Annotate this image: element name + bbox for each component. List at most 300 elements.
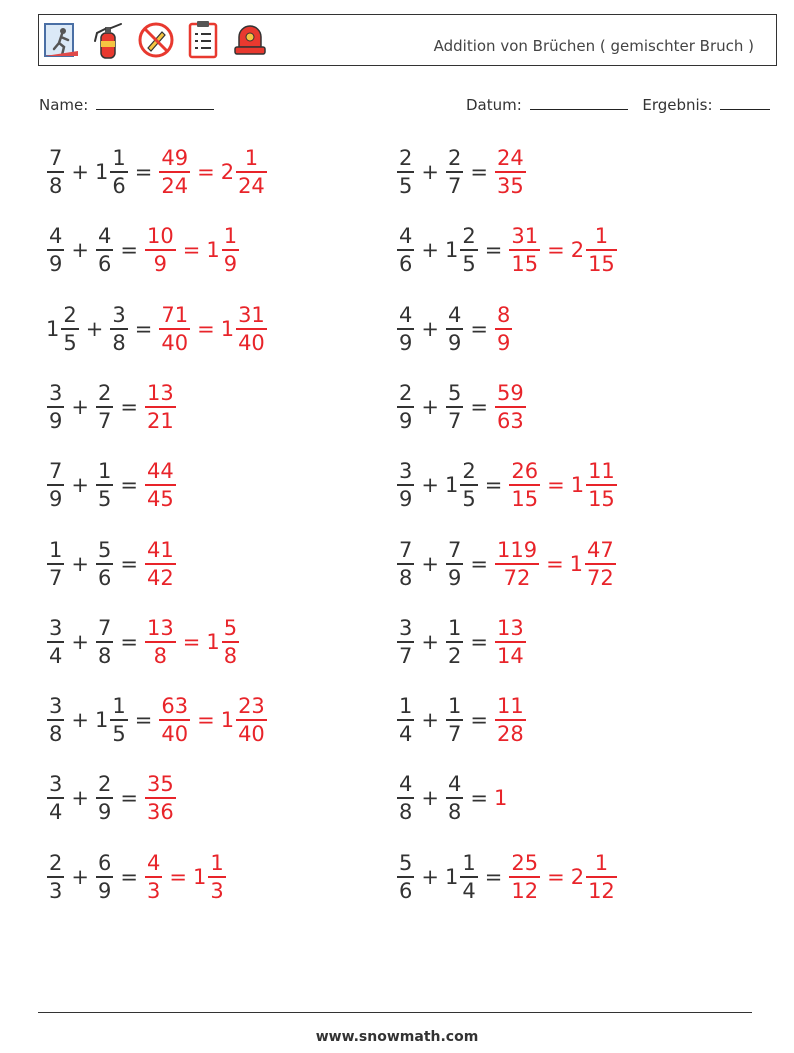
emergency-exit-icon [42,19,82,61]
addend-a-fraction [397,615,414,669]
addend-a-fraction [47,380,64,434]
addend-b-numerator: 4 [447,302,462,327]
plus-sign: + [71,708,89,733]
addend-a-denominator: 4 [49,643,63,668]
addend-b [95,458,114,512]
answer-numerator: 13 [146,380,174,405]
addend-a [396,380,415,434]
problem-row [396,847,618,907]
addend-a [396,693,415,747]
answer-denominator: 28 [496,722,524,747]
answer-mixed-whole: 1 [206,629,220,654]
addend-b-fraction [110,145,127,199]
answer-numerator: 35 [146,772,174,797]
addend-a [46,458,65,512]
addend-b-whole: 1 [444,473,459,498]
addend-b-fraction [460,850,477,904]
name-label: Name: [39,96,89,114]
answer [494,380,527,434]
equals-sign: = [134,160,153,184]
problem-row [46,455,177,515]
answer-mixed-numerator: 1 [223,224,238,249]
equals-sign: = [484,238,503,263]
addend-a-numerator: 2 [63,302,77,327]
answer-mixed [571,223,618,277]
plus-sign: + [421,864,439,889]
answer-numerator: 25 [511,850,539,875]
plus-sign: + [71,786,89,811]
plus-sign: + [421,708,439,733]
addend-a-denominator: 4 [399,722,413,747]
addend-a-fraction [47,850,64,904]
addend-b-fraction [446,537,463,591]
answer [144,380,177,434]
answer-mixed [206,223,240,277]
answer-mixed-fraction [586,850,617,904]
answer-mixed-fraction [236,693,267,747]
addend-a [46,693,65,747]
answer [158,693,191,747]
addend-b [445,537,464,591]
answer-numerator: 11 [496,694,524,719]
addend-a-denominator: 6 [399,878,413,903]
equals-sign: = [120,394,138,419]
addend-a [396,850,415,904]
answer [494,302,513,356]
equals-sign: = [134,316,153,341]
addend-b-denominator: 5 [97,487,112,512]
answer-mixed [206,615,240,669]
addend-b-numerator: 4 [447,772,462,797]
equals-sign: = [470,629,488,654]
answer-mixed-fraction [586,223,617,277]
answer-fraction [145,771,176,825]
answer [158,302,191,356]
answer-mixed-fraction [236,302,267,356]
addend-b-fraction [446,302,463,356]
answer-fraction [509,850,540,904]
answer-numerator: 31 [511,224,539,249]
addend-b [445,458,479,512]
addend-b-fraction [446,615,463,669]
plus-sign: + [71,160,89,184]
addend-b-denominator: 9 [97,800,112,825]
equals-sign: = [120,473,138,498]
answer-numerator: 49 [161,146,189,170]
addend-b-denominator: 2 [447,643,462,668]
answer-fraction [145,380,176,434]
equals-sign: = [120,864,138,889]
addend-b [445,302,464,356]
answer-fraction [509,223,540,277]
plus-sign: + [71,629,89,654]
answer-fraction [495,302,512,356]
addend-b-numerator: 5 [447,380,462,405]
addend-b-denominator: 6 [97,565,112,590]
answer-equals-sign: = [169,864,187,889]
addend-b-fraction [446,771,463,825]
answer-denominator: 35 [496,174,524,198]
answer [144,771,177,825]
addend-b-numerator: 2 [97,380,112,405]
addend-a-fraction [397,693,414,747]
answer-numerator: 10 [146,224,174,249]
addend-b-denominator: 5 [112,722,126,747]
addend-b [445,223,479,277]
addend-a-denominator: 7 [399,643,413,668]
icon-strip [42,19,270,61]
addend-a-denominator: 9 [49,408,63,433]
addend-b [445,771,464,825]
addend-a [46,850,65,904]
addend-b-numerator: 1 [447,615,462,640]
answer-mixed-whole: 1 [220,708,235,733]
answer-fraction [145,615,176,669]
answer-equals-sign: = [197,160,215,184]
answer-numerator: 119 [496,537,538,562]
date-result-fields [466,94,770,114]
answer-denominator: 21 [146,408,174,433]
equals-sign: = [470,160,488,184]
addend-a [46,380,65,434]
problem-row [46,847,227,907]
addend-a [396,223,415,277]
addend-a-denominator: 8 [399,565,413,590]
addend-b-fraction [96,771,113,825]
addend-a-numerator: 4 [399,224,413,249]
result-label: Ergebnis: [642,96,713,114]
answer-mixed-numerator: 1 [594,850,609,875]
name-blank[interactable] [96,94,214,110]
addend-b-numerator: 6 [97,850,112,875]
answer-mixed-whole: 2 [570,864,585,889]
addend-b [445,380,464,434]
addend-a-denominator: 3 [49,878,63,903]
answer-fraction [145,458,176,512]
addend-b-denominator: 6 [97,252,112,277]
answer [144,850,163,904]
addend-b-numerator: 2 [462,224,476,249]
addend-a-fraction [47,771,64,825]
addend-a-denominator: 9 [49,487,63,512]
plus-sign: + [421,394,439,419]
answer-mixed-whole: 1 [570,473,585,498]
answer-denominator: 36 [146,800,174,825]
footer-divider [38,1012,752,1013]
answer-fraction [495,380,526,434]
answer-mixed-denominator: 3 [210,878,224,903]
addend-b [95,537,114,591]
answer-fraction [145,537,176,591]
addend-b-numerator: 3 [112,302,126,327]
addend-b-numerator: 4 [97,224,112,249]
answer-equals-sign: = [546,551,564,576]
answer-whole: 1 [493,786,508,811]
addend-a-fraction [397,537,414,591]
addend-b-whole: 1 [94,160,109,184]
addend-a-denominator: 9 [399,408,413,433]
addend-a [46,145,65,199]
answer-denominator: 45 [146,487,174,512]
answer-denominator: 72 [503,565,531,590]
worksheet-header [38,14,777,66]
addend-b-numerator: 2 [97,772,112,797]
addend-a-numerator: 1 [399,694,413,719]
answer [508,223,541,277]
addend-b-numerator: 5 [97,537,112,562]
answer-numerator: 13 [146,615,174,640]
problem-row [46,690,268,750]
addend-a-fraction [397,302,414,356]
plus-sign: + [421,551,439,576]
answer-mixed-numerator: 23 [238,694,265,719]
equals-sign: = [470,316,488,341]
addend-a-numerator: 3 [49,615,63,640]
addend-b-fraction [110,693,127,747]
answer-fraction [495,145,526,199]
addend-b-whole: 1 [94,708,109,733]
answer-equals-sign: = [197,708,215,733]
equals-sign: = [470,551,488,576]
addend-b [95,693,129,747]
addend-b-denominator: 7 [447,174,462,198]
answer-fraction [145,223,176,277]
answer-denominator: 14 [496,643,524,668]
addend-a-denominator: 5 [399,174,413,198]
equals-sign: = [120,786,138,811]
answer [158,145,191,199]
addend-a-fraction [47,458,64,512]
problem-row [46,299,268,359]
name-field[interactable] [39,94,214,114]
problem-row [396,299,513,359]
problem-row [46,612,240,672]
answer-mixed-denominator: 40 [238,330,265,355]
addend-a-numerator: 3 [399,615,413,640]
addend-b [95,145,129,199]
answer-fraction [495,693,526,747]
answer-denominator: 8 [153,643,168,668]
addend-b-fraction [460,223,477,277]
addend-a-fraction [47,223,64,277]
addend-a-numerator: 3 [399,459,413,484]
addend-b-denominator: 8 [447,800,462,825]
plus-sign: + [421,629,439,654]
answer-numerator: 4 [146,850,161,875]
answer-mixed-fraction [586,458,617,512]
answer-mixed [571,458,618,512]
addend-a [396,458,415,512]
addend-b [445,693,464,747]
addend-b [445,615,464,669]
problem-row [396,377,527,437]
addend-a-numerator: 4 [399,302,413,327]
addend-a [46,615,65,669]
addend-a [396,537,415,591]
addend-b-fraction [446,145,463,199]
addend-a-numerator: 3 [49,694,63,719]
addend-b [95,850,114,904]
answer-fraction [145,850,162,904]
answer-numerator: 63 [161,694,189,719]
answer-denominator: 15 [511,252,539,277]
answer [494,615,527,669]
problem-row [396,220,618,280]
addend-b-denominator: 8 [97,643,112,668]
problem-row [396,768,507,828]
problem-row [46,768,177,828]
answer-denominator: 40 [161,722,189,747]
addend-b-denominator: 9 [97,878,112,903]
answer-fraction [495,537,539,591]
answer-numerator: 13 [496,615,524,640]
plus-sign: + [71,551,89,576]
equals-sign: = [470,708,488,733]
answer-mixed-denominator: 12 [588,878,615,903]
answer-mixed-numerator: 1 [244,146,259,170]
addend-a-fraction [47,145,64,199]
equals-sign: = [470,786,488,811]
answer-numerator: 24 [496,146,524,170]
equals-sign: = [470,394,488,419]
date-label: Datum: [466,96,522,114]
addend-b-numerator: 1 [97,459,112,484]
addend-b-denominator: 5 [462,487,476,512]
answer [144,615,177,669]
addend-a-numerator: 1 [49,537,63,562]
answer-numerator: 59 [496,380,524,405]
addend-b-fraction [96,615,113,669]
addend-b-denominator: 7 [447,722,462,747]
date-blank[interactable] [530,94,628,110]
addend-a-numerator: 2 [399,146,413,170]
plus-sign: + [71,238,89,263]
answer [508,850,541,904]
siren-icon [230,19,270,61]
answer-equals-sign: = [182,629,201,654]
addend-a [46,537,65,591]
addend-a-denominator: 8 [49,722,63,747]
problem-row [396,612,527,672]
answer-mixed-numerator: 11 [588,459,615,484]
addend-b-fraction [96,458,113,512]
answer-denominator: 12 [511,878,539,903]
answer-mixed-fraction [222,615,239,669]
answer [494,537,540,591]
addend-b-fraction [446,380,463,434]
addend-b-numerator: 7 [97,615,112,640]
addend-a-numerator: 5 [399,850,413,875]
answer-numerator: 26 [511,459,539,484]
plus-sign: + [421,238,439,263]
footer-url: www.snowmath.com [315,1029,479,1045]
answer-mixed-whole: 2 [570,238,585,263]
addend-b-fraction [96,537,113,591]
answer [144,537,177,591]
plus-sign: + [421,473,439,498]
answer-numerator: 44 [146,459,174,484]
answer-fraction [159,145,190,199]
answer-mixed-denominator: 24 [238,174,265,198]
addend-a-fraction [397,458,414,512]
addend-b-fraction [110,302,127,356]
addend-a [396,145,415,199]
addend-b-numerator: 7 [447,537,462,562]
plus-sign: + [421,786,439,811]
answer-mixed-fraction [585,537,616,591]
answer-mixed [221,693,268,747]
addend-b-numerator: 1 [447,694,462,719]
addend-b-denominator: 8 [112,330,126,355]
addend-b-numerator: 1 [112,146,126,170]
addend-b [95,223,114,277]
addend-a-fraction [397,850,414,904]
answer-fraction [159,302,190,356]
addend-b-fraction [96,380,113,434]
answer-equals-sign: = [547,864,565,889]
addend-b [445,145,464,199]
answer-equals-sign: = [182,238,201,263]
result-blank[interactable] [720,94,770,110]
answer-numerator: 8 [496,302,511,327]
answer [508,458,541,512]
answer-fraction [495,615,526,669]
addend-b-numerator: 1 [462,850,476,875]
answer-mixed-fraction [222,223,239,277]
answer-denominator: 9 [496,330,511,355]
addend-a-fraction [397,771,414,825]
problem-row [396,455,618,515]
answer-mixed-denominator: 72 [587,565,614,590]
addend-b-denominator: 4 [462,878,476,903]
answer [494,145,527,199]
checklist-icon [183,19,223,61]
answer-mixed-denominator: 15 [588,252,615,277]
addend-b [95,615,114,669]
answer-mixed-numerator: 31 [238,302,265,327]
addend-a-numerator: 7 [49,146,63,170]
answer-denominator: 15 [511,487,539,512]
answer-denominator: 24 [161,174,189,198]
answer-mixed-whole: 1 [192,864,207,889]
addend-a-fraction [47,615,64,669]
answer-equals-sign: = [547,238,565,263]
answer-mixed-whole: 1 [206,238,220,263]
addend-a [46,223,65,277]
addend-a-numerator: 3 [49,380,63,405]
answer-mixed-fraction [208,850,225,904]
addend-b-denominator: 7 [447,408,462,433]
answer [144,223,177,277]
addend-a-denominator: 8 [399,800,413,825]
answer-mixed-numerator: 5 [223,615,238,640]
addend-b-numerator: 1 [112,694,126,719]
addend-a-fraction [397,380,414,434]
addend-b-whole: 1 [444,238,459,263]
answer-denominator: 3 [146,878,161,903]
addend-a-denominator: 5 [63,330,77,355]
no-pencil-icon [136,19,176,61]
answer-mixed-denominator: 40 [238,722,265,747]
answer [494,693,527,747]
answer-numerator: 41 [146,537,174,562]
plus-sign: + [421,316,439,341]
answer-denominator: 63 [496,408,524,433]
addend-a-denominator: 6 [399,252,413,277]
answer-fraction [159,693,190,747]
equals-sign: = [484,473,503,498]
plus-sign: + [71,473,89,498]
